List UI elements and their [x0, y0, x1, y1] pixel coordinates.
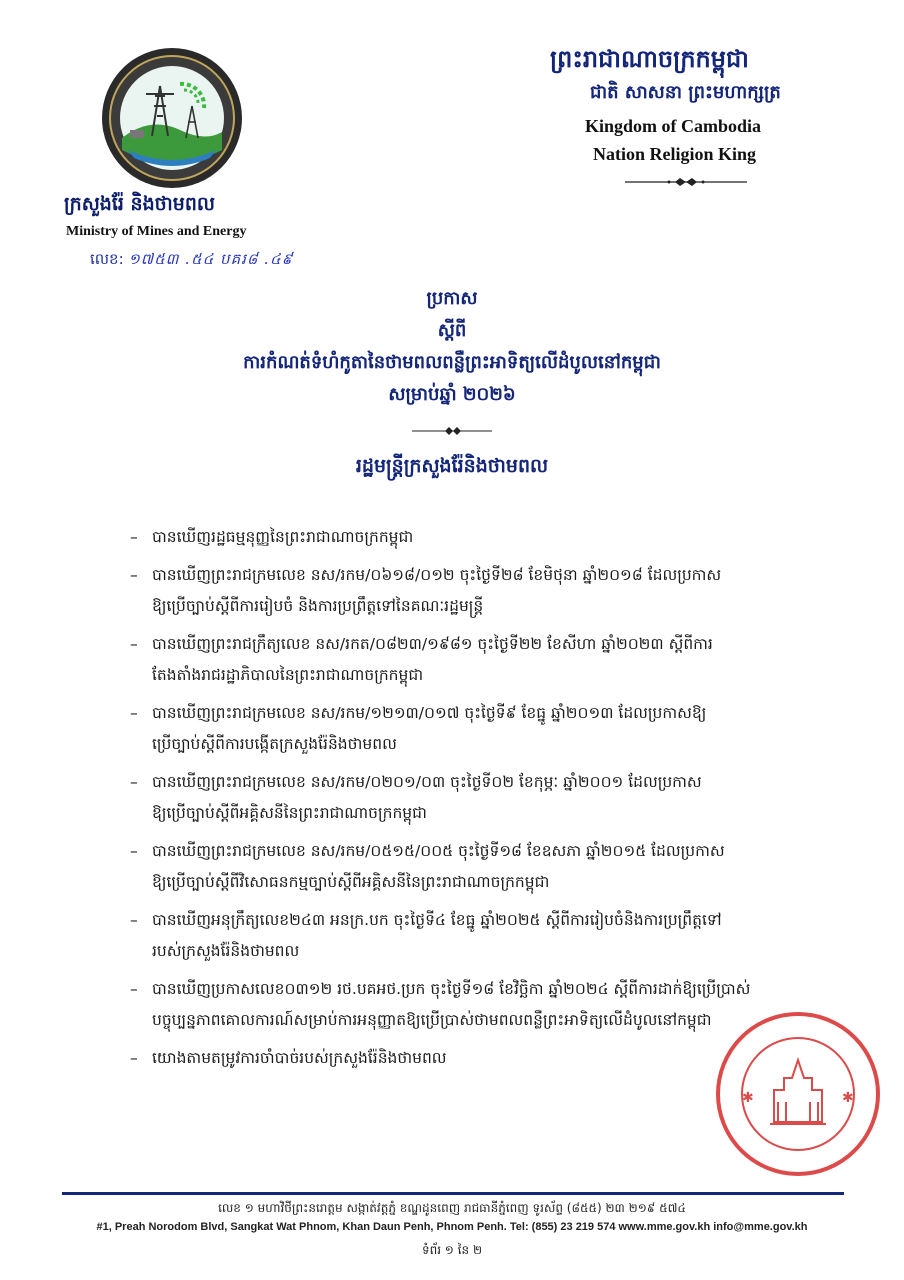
document-subject-label: ស្តីពី: [437, 320, 467, 341]
ministry-name-english: Ministry of Mines and Energy: [66, 224, 247, 239]
reference-label: លេខ:: [90, 250, 124, 268]
page-number: ទំព័រ ១ នៃ ២: [421, 1243, 483, 1257]
list-item: – បានឃើញព្រះរាជក្រមលេខ នស/រកម/០៦១៨/០១២ ចុះថ្ងៃទី២៨ ខែមិថុនា ឆ្នាំ២០១៨ ដែលប្រកាស ឱ្យប្រើច្បាប់ស្តីពីការរៀបចំ និងការប្រព្រឹត្តទៅនៃគណៈរដ្ឋមន្ត្រី: [130, 566, 722, 615]
document-year: សម្រាប់ឆ្នាំ ២០២៦: [388, 384, 516, 405]
ministry-logo-image: [100, 46, 244, 190]
kingdom-name-khmer: ព្រះរាជាណាចក្រកម្ពុជា: [550, 45, 749, 73]
kingdom-name-english: Kingdom of Cambodia: [585, 116, 762, 136]
issuing-authority: រដ្ឋមន្ត្រីក្រសួងរ៉ែនិងថាមពល: [355, 455, 549, 477]
national-motto-english: Nation Religion King: [593, 144, 757, 164]
footer-divider: [62, 1192, 844, 1195]
svg-text:✱: ✱: [742, 1090, 754, 1106]
svg-text:✱: ✱: [842, 1090, 854, 1106]
footer-address-khmer: លេខ ១ មហាវិថីព្រះនរោត្តម សង្កាត់វត្តភ្នំ ខណ្ឌដូនពេញ រាជធានីភ្នំពេញ ទូរស័ព្ទ (៨៥៥) ២៣ ២១៩ ៥៧៤: [218, 1201, 686, 1215]
footer-address-english: #1, Preah Norodom Blvd, Sangkat Wat Phnom, Khan Daun Penh, Phnom Penh. Tel: (855) 23 219 574 www.mme.gov.kh info@mme.gov.kh: [96, 1221, 808, 1233]
reference-value: ១៧៥៣ .៥៤ បគរ៨ .៤៩: [128, 250, 294, 268]
list-item: – បានឃើញព្រះរាជក្រមលេខ នស/រកម/០៥១៥/០០៥ ចុះថ្ងៃទី១៨ ខែឧសភា ឆ្នាំ២០១៥ ដែលប្រកាស ឱ្យប្រើច្បាប់ស្តីពីវិសោធនកម្មច្បាប់ស្តីពីអគ្គិសនីនៃព្រះរាជាណាចក្រកម្ពុជា: [130, 842, 725, 891]
reference-number: [90, 250, 293, 272]
list-item: – យោងតាមតម្រូវការចាំបាច់របស់ក្រសួងរ៉ែនិងថាមពល: [130, 1049, 447, 1067]
list-item: – បានឃើញប្រកាសលេខ០៣១២ រថ.បគអថ.ប្រក ចុះថ្ងៃទី១៨ ខែវិច្ឆិកា ឆ្នាំ២០២៤ ស្តីពីការដាក់ឱ្យប្រើប្រាស់ បច្ចុប្បន្នភាពគោលការណ៍សម្រាប់ការអនុញ្ញាតឱ្យប្រើប្រាស់ថាមពលពន្លឺព្រះអាទិត្យលើដំបូលនៅកម្ពុជា: [130, 980, 751, 1029]
list-item: – បានឃើញព្រះរាជក្រមលេខ នស/រកម/១២១៣/០១៧ ចុះថ្ងៃទី៩ ខែធ្នូ ឆ្នាំ២០១៣ ដែលប្រកាសឱ្យ ប្រើច្បាប់ស្តីពីការបង្កើតក្រសួងរ៉ែនិងថាមពល: [130, 704, 707, 753]
title-ornament-icon: [412, 426, 492, 436]
list-item: – បានឃើញរដ្ឋធម្មនុញ្ញនៃព្រះរាជាណាចក្រកម្ពុជា: [130, 528, 414, 546]
list-item: – បានឃើញព្រះរាជក្រឹត្យលេខ នស/រកត/០៨២៣/១៩៨១ ចុះថ្ងៃទី២២ ខែសីហា ឆ្នាំ២០២៣ ស្តីពីការ តែងតាំងរាជរដ្ឋាភិបាលនៃព្រះរាជាណាចក្រកម្ពុជា: [130, 635, 713, 684]
legal-references-list: [130, 522, 865, 1074]
document-subject: ការកំណត់ទំហំកូតានៃថាមពលពន្លឺព្រះអាទិត្យលើដំបូលនៅកម្ពុជា: [243, 352, 661, 373]
list-item: – បានឃើញព្រះរាជក្រមលេខ នស/រកម/០២០១/០៣ ចុះថ្ងៃទី០២ ខែកុម្ភៈ ឆ្នាំ២០០១ ដែលប្រកាស ឱ្យប្រើច្បាប់ស្តីពីអគ្គិសនីនៃព្រះរាជាណាចក្រកម្ពុជា: [130, 773, 702, 822]
ornament-divider-icon: [625, 176, 747, 188]
official-seal-stamp: [714, 1010, 882, 1178]
list-item: – បានឃើញអនុក្រឹត្យលេខ២៤៣ អនក្រ.បក ចុះថ្ងៃទី៤ ខែធ្នូ ឆ្នាំ២០២៥ ស្តីពីការរៀបចំនិងការប្រព្រឹត្តទៅ របស់ក្រសួងរ៉ែនិងថាមពល: [130, 911, 722, 960]
national-motto-khmer: ជាតិ សាសនា ព្រះមហាក្សត្រ: [590, 82, 781, 103]
document-type: ប្រកាស: [426, 288, 478, 309]
ministry-name-khmer: ក្រសួងរ៉ែ និងថាមពល: [64, 193, 215, 215]
